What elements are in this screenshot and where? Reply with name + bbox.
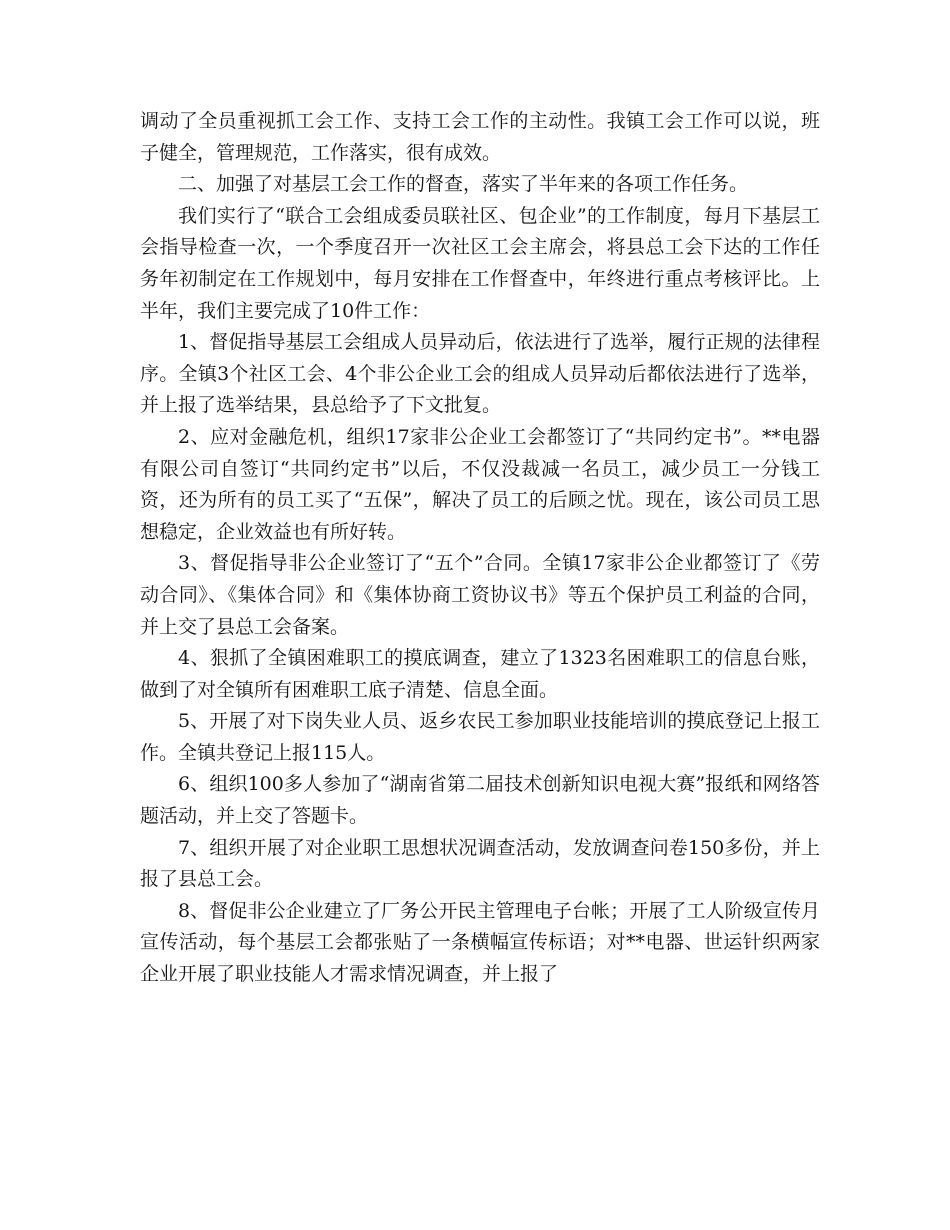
list-item-3: 3、督促指导非公企业签订了“五个”合同。全镇17家非公企业都签订了《劳动合同》、《集体合同》和《集体协商工资协议书》等五个保护员工利益的合同，并上交了县总工会备案。 [140,552,820,638]
list-item-7: 7、组织开展了对企业职工思想状况调查活动，发放调查问卷150多份，并上报了县总工会。 [140,836,820,891]
list-item-8: 8、督促非公企业建立了厂务公开民主管理电子台帐；开展了工人阶级宣传月宣传活动，每个基层工会都张贴了一条横幅宣传标语；对**电器、世运针织两家企业开展了职业技能人才需求情况调查，并上报了 [140,899,820,986]
list-item-6: 6、组织100多人参加了“湖南省第二届技术创新知识电视大赛”报纸和网络答题活动，并上交了答题卡。 [140,773,820,828]
paragraph-3: 我们实行了“联合工会组成委员联社区、包企业”的工作制度，每月下基层工会指导检查一次，一个季度召开一次社区工会主席会，将县总工会下达的工作任务年初制定在工作规划中，每月安排在工作督查中，年终进行重点考核评比。上半年，我们主要完成了10件工作： [140,204,820,322]
list-item-5: 5、开展了对下岗失业人员、返乡农民工参加职业技能培训的摸底登记上报工作。全镇共登记上报115人。 [140,710,820,764]
list-item-4: 4、狠抓了全镇困难职工的摸底调查，建立了1323名困难职工的信息台账，做到了对全镇所有困难职工底子清楚、信息全面。 [140,647,820,701]
list-item-2: 2、应对金融危机，组织17家非公企业工会都签订了“共同约定书”。**电器有限公司自签订“共同约定书”以后，不仅没裁减一名员工，减少员工一分钱工资，还为所有的员工买了“五保”，解决了员工的后顾之忧。现在，该公司员工思想稳定，企业效益也有所好转。 [140,425,820,543]
section-heading-2: 二、加强了对基层工会工作的督查，落实了半年来的各项工作任务。 [178,173,749,196]
paragraph-1: 调动了全员重视抓工会工作、支持工会工作的主动性。我镇工会工作可以说，班子健全，管理规范，工作落实，很有成效。 [140,110,820,164]
document-body [140,106,820,991]
list-item-1: 1、督促指导基层工会组成人员异动后，依法进行了选举，履行正规的法律程序。全镇3个社区工会、4个非公企业工会的组成人员异动后都依法进行了选举，并上报了选举结果，县总给予了下文批复。 [140,331,820,417]
